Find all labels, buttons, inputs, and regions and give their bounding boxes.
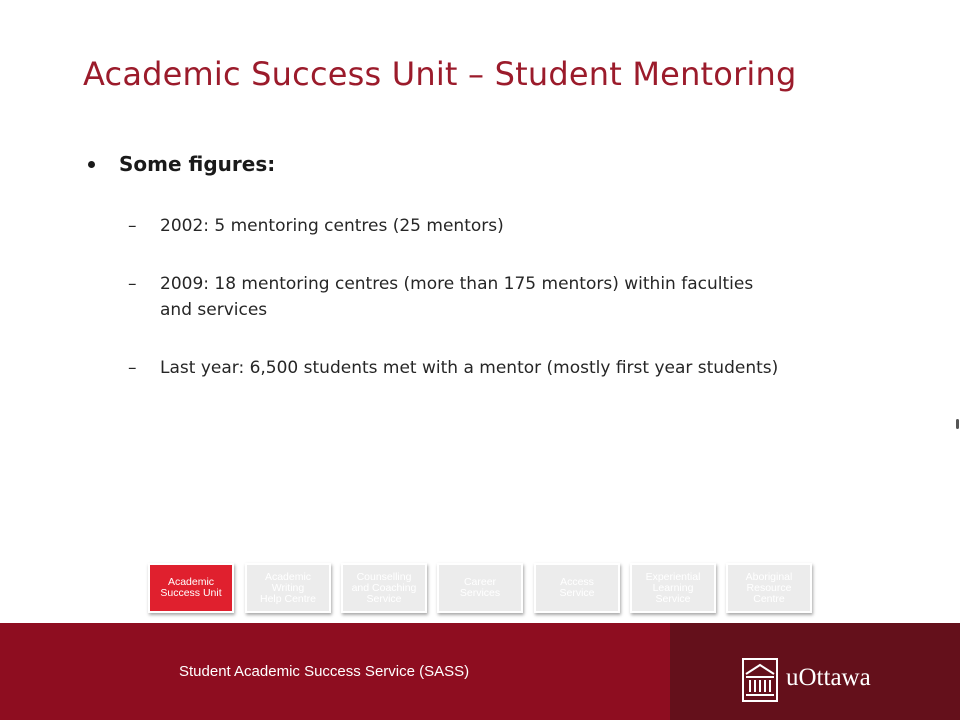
tab-label-line: Success Unit — [160, 587, 222, 599]
bullet-dot-icon — [88, 161, 95, 168]
tab-academic-success-unit[interactable] — [148, 563, 234, 613]
tab-label-line: Service — [559, 587, 595, 599]
tab-label-line: Academic — [167, 576, 215, 588]
tab-label-line: Experiential — [645, 570, 701, 583]
tab-label-line: Access — [560, 576, 594, 588]
tab-academic-writing-help-centre[interactable] — [245, 563, 331, 613]
sub-item-line: 2009: 18 mentoring centres (more than 175 mentors) within faculties — [160, 274, 754, 294]
tab-career-services[interactable] — [437, 563, 523, 613]
tab-label-line: Service — [366, 592, 402, 605]
logo-wordmark: uOttawa — [786, 664, 871, 691]
tab-label-line: Resource — [746, 581, 792, 594]
tab-counselling-coaching-service[interactable] — [341, 563, 427, 613]
stray-mark — [956, 419, 959, 429]
bullet-text: Some figures: — [119, 152, 276, 176]
tab-label-line: Academic — [264, 570, 312, 583]
tab-label-line: Centre — [753, 592, 785, 605]
sub-item-line: and services — [160, 300, 268, 320]
slide-title: Academic Success Unit – Student Mentoring — [83, 55, 797, 93]
sub-item-line: 2002: 5 mentoring centres (25 mentors) — [160, 216, 504, 236]
dash-marker: – — [128, 216, 137, 236]
building-icon — [742, 658, 778, 702]
tab-label-line: Writing — [271, 581, 305, 594]
tab-label-line: and Coaching — [351, 581, 417, 594]
tab-label-line: Learning — [652, 581, 694, 594]
tab-access-service[interactable] — [534, 563, 620, 613]
tab-label-line: Service — [655, 592, 691, 605]
sub-item-line: Last year: 6,500 students met with a mentor (mostly first year students) — [160, 358, 779, 378]
tab-experiential-learning-service[interactable] — [630, 563, 716, 613]
tab-label-line: Help Centre — [259, 592, 317, 605]
footer-text: Student Academic Success Service (SASS) — [179, 663, 470, 680]
tab-label-line: Aboriginal — [745, 570, 793, 583]
dash-marker: – — [128, 274, 137, 294]
tab-label-line: Career — [463, 576, 497, 588]
dash-marker: – — [128, 358, 137, 378]
tab-aboriginal-resource-centre[interactable] — [726, 563, 812, 613]
uottawa-logo[interactable] — [742, 658, 892, 703]
tab-label-line: Counselling — [356, 570, 412, 583]
tab-label-line: Services — [459, 587, 501, 599]
